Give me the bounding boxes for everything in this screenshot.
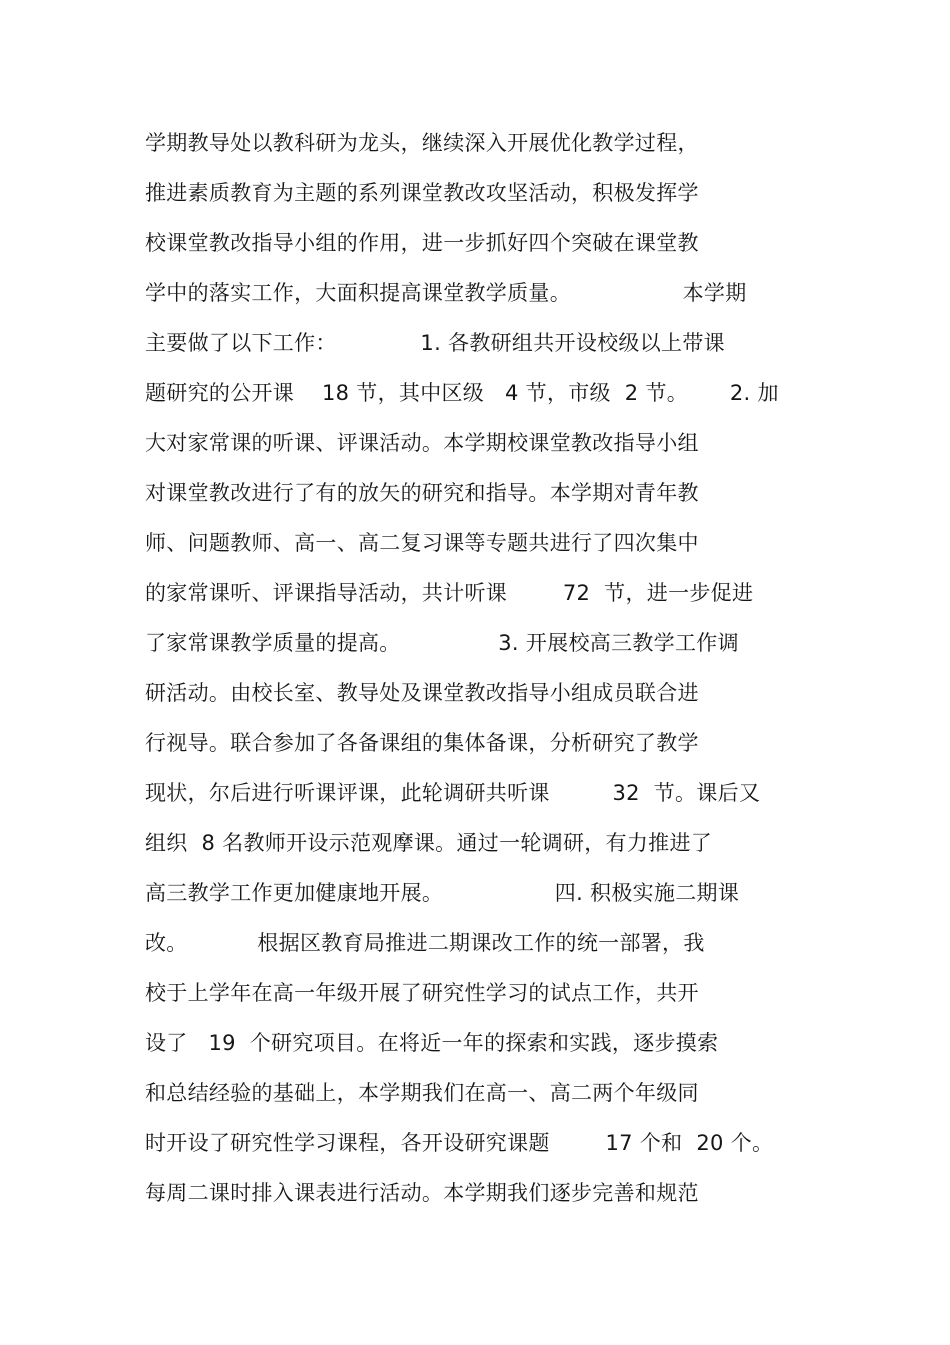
text-line: 大对家常课的听课、评课活动。本学期校课堂教改指导小组: [145, 431, 699, 455]
text-line: 现状，尔后进行听课评课，此轮调研共听课 32 节。课后又: [145, 781, 761, 805]
text-line: 的家常课听、评课指导活动，共计听课 72 节，进一步促进: [145, 581, 754, 605]
text-line: 每周二课时排入课表进行活动。本学期我们逐步完善和规范: [145, 1181, 699, 1205]
text-line: 研活动。由校长室、教导处及课堂教改指导小组成员联合进: [145, 681, 699, 705]
text-line: 时开设了研究性学习课程，各开设研究课题 17 个和 20 个。: [145, 1131, 774, 1155]
text-line: 学中的落实工作，大面积提高课堂教学质量。 本学期: [145, 281, 747, 305]
text-line: 主要做了以下工作： 1. 各教研组共开设校级以上带课: [145, 331, 725, 355]
text-line: 了家常课教学质量的提高。 3. 开展校高三教学工作调: [145, 631, 739, 655]
text-line: 改。 根据区教育局推进二期课改工作的统一部署，我: [145, 931, 705, 955]
text-line: 行视导。联合参加了各备课组的集体备课，分析研究了教学: [145, 731, 699, 755]
text-line: 组织 8 名教师开设示范观摩课。通过一轮调研，有力推进了: [145, 831, 713, 855]
body-text: [145, 118, 825, 1218]
text-line: 校课堂教改指导小组的作用，进一步抓好四个突破在课堂教: [145, 231, 699, 255]
text-line: 高三教学工作更加健康地开展。 四. 积极实施二期课: [145, 881, 740, 905]
text-line: 和总结经验的基础上，本学期我们在高一、高二两个年级同: [145, 1081, 699, 1105]
text-line: 师、问题教师、高一、高二复习课等专题共进行了四次集中: [145, 531, 699, 555]
text-line: 对课堂教改进行了有的放矢的研究和指导。本学期对青年教: [145, 481, 699, 505]
text-line: 设了 19 个研究项目。在将近一年的探索和实践，逐步摸索: [145, 1031, 719, 1055]
text-line: 学期教导处以教科研为龙头，继续深入开展优化教学过程，: [145, 131, 699, 155]
text-line: 题研究的公开课 18 节，其中区级 4 节，市级 2 节。 2. 加: [145, 381, 779, 405]
text-line: 校于上学年在高一年级开展了研究性学习的试点工作，共开: [145, 981, 699, 1005]
text-line: 推进素质教育为主题的系列课堂教改攻坚活动，积极发挥学: [145, 181, 699, 205]
